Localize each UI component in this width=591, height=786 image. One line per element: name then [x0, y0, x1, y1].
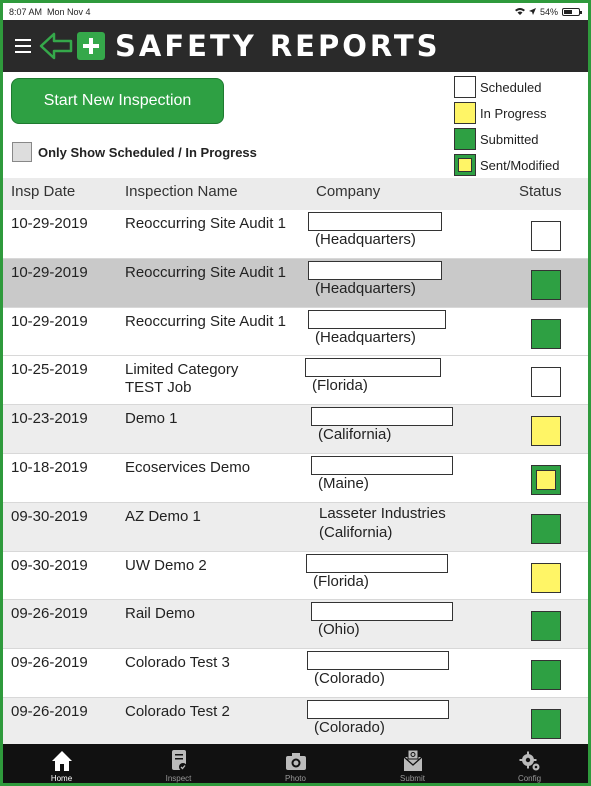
cell-company [307, 651, 449, 688]
cell-company [308, 261, 442, 298]
cell-inspection-name: Rail Demo [125, 605, 196, 623]
cell-inspection-name: Ecoservices Demo [125, 458, 251, 476]
cell-company [307, 700, 449, 737]
table-row[interactable] [3, 552, 588, 601]
add-icon[interactable] [77, 32, 105, 60]
legend-swatch [454, 128, 476, 150]
cell-company [306, 554, 448, 591]
legend-label: Submitted [480, 131, 539, 147]
table-row[interactable] [3, 503, 588, 552]
camera-icon [285, 749, 307, 773]
status-indicator [531, 465, 561, 495]
cell-date: 10-18-2019 [11, 458, 88, 476]
legend-item [454, 100, 560, 126]
status-indicator [531, 367, 561, 397]
table-row[interactable] [3, 600, 588, 649]
tab-photo[interactable] [256, 749, 336, 783]
envelope-icon [402, 749, 424, 773]
tab-label: Submit [400, 774, 425, 783]
company-location: (California) [318, 426, 392, 444]
status-time: 8:07 AM [9, 6, 43, 17]
cell-date: 10-29-2019 [11, 263, 88, 281]
company-location: (Headquarters) [315, 328, 416, 346]
legend-label: In Progress [480, 105, 547, 121]
legend-item [454, 74, 560, 100]
column-header-status: Status [519, 183, 562, 200]
tab-label: Inspect [165, 774, 192, 783]
legend-swatch [454, 76, 476, 98]
company-name [307, 700, 449, 719]
cell-date: 09-30-2019 [11, 556, 88, 574]
company-name [305, 358, 441, 377]
menu-icon[interactable] [3, 39, 35, 53]
legend-swatch [454, 102, 476, 124]
legend-item [454, 126, 560, 152]
table-row[interactable] [3, 356, 588, 405]
table-row[interactable] [3, 210, 588, 259]
cell-date: 09-26-2019 [11, 654, 88, 672]
app-header [3, 20, 588, 72]
filter-toggle[interactable] [12, 142, 257, 162]
company-name [306, 554, 448, 573]
inspection-list [3, 210, 588, 747]
table-row[interactable] [3, 308, 588, 357]
company-location: (Headquarters) [315, 279, 416, 297]
status-indicators [515, 7, 580, 17]
column-header-company: Company [316, 183, 381, 200]
company-location: (Colorado) [314, 718, 385, 736]
company-location: (Ohio) [318, 621, 360, 639]
tab-inspect[interactable] [139, 749, 219, 783]
company-location: (Headquarters) [315, 231, 416, 248]
table-row[interactable] [3, 649, 588, 698]
cell-company [312, 505, 446, 542]
company-name [308, 212, 442, 231]
table-row[interactable] [3, 454, 588, 503]
company-location: (Colorado) [314, 670, 385, 688]
cell-inspection-name: Colorado Test 2 [125, 702, 230, 720]
cell-inspection-name: Demo 1 [125, 410, 178, 428]
cell-company [305, 358, 441, 395]
status-indicator [531, 514, 561, 544]
cell-inspection-name: Colorado Test 3 [125, 654, 230, 672]
cell-company [308, 310, 446, 347]
gears-icon [519, 749, 541, 773]
cell-inspection-name: Reoccurring Site Audit 1 [125, 215, 286, 232]
home-icon [51, 749, 73, 773]
back-arrow-icon[interactable] [39, 31, 73, 61]
cell-company [311, 602, 453, 639]
status-indicator [531, 660, 561, 690]
table-row[interactable] [3, 405, 588, 454]
tab-label: Photo [285, 774, 306, 783]
cell-company [311, 407, 453, 444]
cell-inspection-name: AZ Demo 1 [125, 507, 201, 525]
cell-date: 09-26-2019 [11, 605, 88, 623]
status-indicator [531, 270, 561, 300]
cell-inspection-name: Reoccurring Site Audit 1 [125, 263, 286, 281]
status-legend [454, 74, 560, 178]
company-name [308, 310, 446, 329]
cell-inspection-name: UW Demo 2 [125, 556, 207, 574]
table-header [3, 178, 588, 210]
battery-icon [562, 8, 580, 16]
column-header-name: Inspection Name [125, 183, 238, 200]
legend-swatch [454, 154, 476, 176]
company-location: (Maine) [318, 474, 369, 492]
company-location: (California) [319, 523, 393, 541]
company-name [311, 456, 453, 475]
app-title: SAFETY REPORTS [115, 29, 441, 63]
legend-label: Scheduled [480, 79, 542, 95]
status-indicator [531, 416, 561, 446]
status-indicator [531, 221, 561, 251]
filter-label: Only Show Scheduled / In Progress [38, 144, 257, 160]
company-name [308, 261, 442, 280]
cell-inspection-name: Reoccurring Site Audit 1 [125, 312, 286, 330]
company-name [311, 407, 453, 426]
start-new-inspection-button[interactable]: Start New Inspection [11, 78, 224, 124]
company-location: (Florida) [312, 377, 368, 395]
battery-percent: 54% [539, 6, 558, 17]
tab-config[interactable] [490, 749, 570, 783]
status-indicator [531, 563, 561, 593]
cell-date: 09-26-2019 [11, 702, 88, 720]
company-name [311, 602, 453, 621]
company-name: Lasseter Industries [319, 504, 446, 522]
table-row[interactable] [3, 259, 588, 308]
clipboard-icon [168, 749, 190, 773]
status-indicator [531, 611, 561, 641]
status-indicator [531, 709, 561, 739]
status-time-date [9, 7, 91, 17]
tab-home[interactable] [22, 749, 102, 783]
tab-bar [3, 744, 588, 786]
tab-label: Config [517, 774, 542, 783]
cell-date: 10-23-2019 [11, 410, 88, 428]
status-bar [3, 3, 588, 20]
cell-date: 10-29-2019 [11, 312, 88, 330]
cell-date: 10-25-2019 [11, 361, 88, 379]
wifi-icon [515, 7, 525, 17]
legend-item [454, 152, 560, 178]
table-row[interactable] [3, 698, 588, 747]
column-header-date: Insp Date [11, 183, 76, 200]
company-location: (Florida) [313, 572, 369, 590]
company-name [307, 651, 449, 670]
tab-label: Home [50, 774, 73, 783]
filter-checkbox[interactable] [12, 142, 32, 162]
legend-label: Sent/Modified [480, 157, 560, 173]
cell-date: 09-30-2019 [11, 507, 88, 525]
status-indicator [531, 319, 561, 349]
location-icon [529, 7, 536, 17]
status-date: Mon Nov 4 [47, 6, 91, 17]
cell-company [311, 456, 453, 493]
cell-date: 10-29-2019 [11, 215, 88, 232]
cell-inspection-name: Limited Category TEST Job [125, 361, 239, 397]
cell-company [308, 212, 442, 249]
tab-submit[interactable] [373, 749, 453, 783]
